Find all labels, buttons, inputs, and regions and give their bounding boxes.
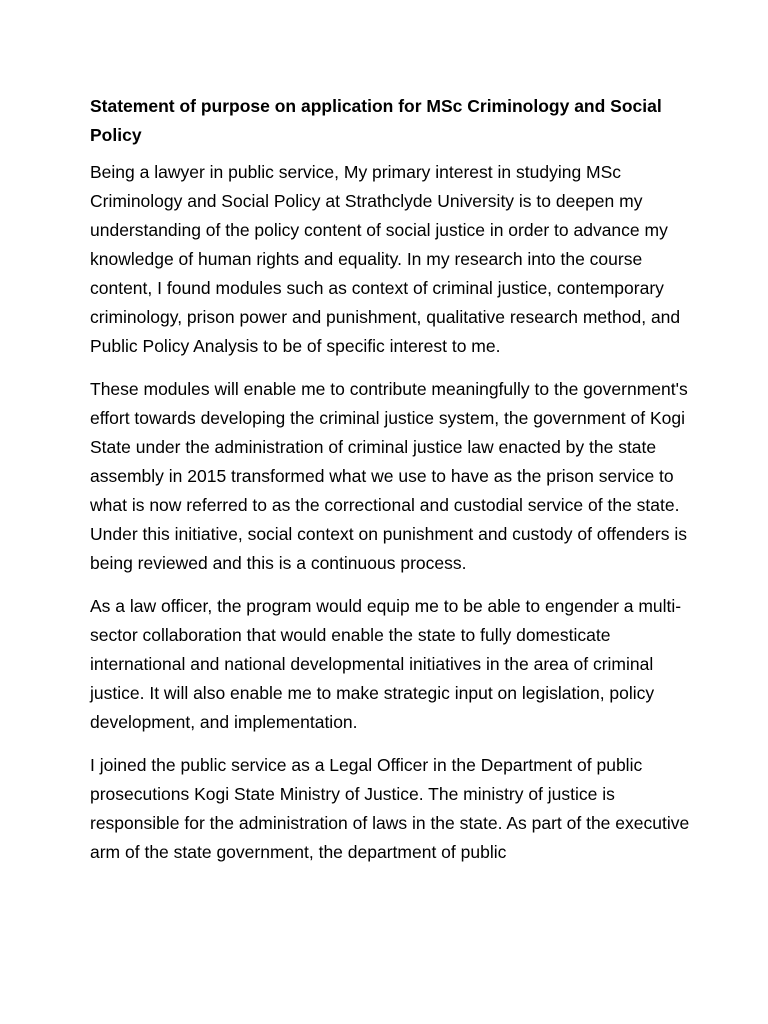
document-title: Statement of purpose on application for MSc Criminology and Social Policy bbox=[90, 96, 662, 145]
paragraph-2: These modules will enable me to contribute meaningfully to the government's effort towards developing the criminal justice system, the government of Kogi State under the administration of criminal justice law enacted by the state assembly in 2015 transformed what we use to have as the prison service to what is now referred to as the correctional and custodial service of the state. Under this initiative, social context on punishment and custody of offenders is being reviewed and this is a continuous process. bbox=[90, 379, 688, 573]
paragraph-4: I joined the public service as a Legal Officer in the Department of public prosecutions Kogi State Ministry of Justice. The ministry of justice is responsible for the administration of laws in the state. As part of the executive arm of the state government, the department of public bbox=[90, 755, 690, 862]
paragraph-1: Being a lawyer in public service, My primary interest in studying MSc Criminology and Social Policy at Strathclyde University is to deepen my understanding of the policy content of social justice in order to advance my knowledge of human rights and equality. In my research into the course content, I found modules such as context of criminal justice, contemporary criminology, prison power and punishment, qualitative research method, and Public Policy Analysis to be of specific interest to me. bbox=[90, 162, 681, 356]
paragraph-3: As a law officer, the program would equip me to be able to engender a multi-sector collaboration that would enable the state to fully domesticate international and national developmental initiatives in the area of criminal justice. It will also enable me to make strategic input on legislation, policy development, and implementation. bbox=[90, 596, 682, 732]
document-body bbox=[90, 92, 690, 881]
